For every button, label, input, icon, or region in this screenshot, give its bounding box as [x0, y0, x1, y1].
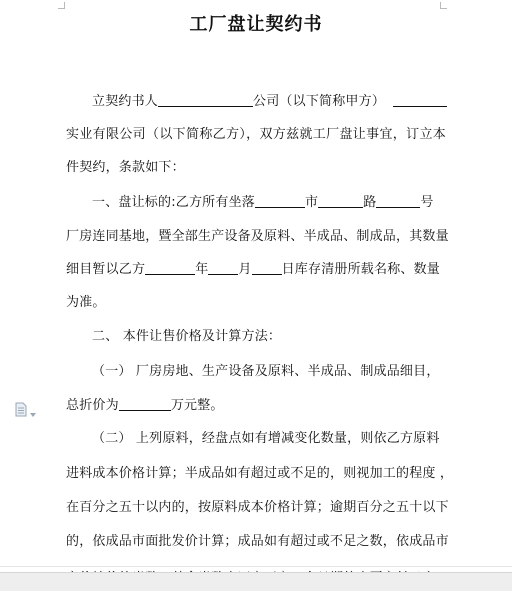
- text-run: 市: [304, 195, 319, 210]
- text-run: （二） 上列原料，经盘点如有增减变化数量，则依乙方原料: [92, 431, 440, 446]
- paragraph-line: [66, 428, 446, 450]
- text-run: 细目暂以乙方: [66, 262, 146, 277]
- paragraph-line: 为准。: [66, 295, 106, 310]
- text-run: 年: [195, 262, 209, 277]
- paragraph-line: [66, 361, 446, 383]
- text-run: 立契约书人: [92, 94, 159, 109]
- document-title: 工厂盘让契约书: [189, 14, 323, 35]
- paragraph-line: 的，依成品市面批发价计算；成品如有超过或不足之数，依成品市: [66, 534, 449, 549]
- text-run: 二、 本件让售价格及计算方法：: [92, 329, 282, 344]
- blank-field: [376, 193, 420, 208]
- paragraph-line: 件契约，条款如下：: [66, 160, 185, 175]
- text-run: 总折价为: [66, 398, 119, 413]
- paragraph-line: 实业有限公司（以下简称乙方），双方兹就工厂盘让事宜，订立本: [66, 127, 446, 142]
- text-run: 日库存清册所载名称、数量: [281, 262, 441, 277]
- text-run: 月: [238, 262, 252, 277]
- blank-field: [252, 260, 282, 275]
- document-outline-toggle[interactable]: [15, 402, 45, 420]
- paragraph-line: [66, 91, 446, 113]
- paragraph-line: [66, 259, 446, 281]
- text-run: 路: [363, 195, 377, 210]
- blank-field: [208, 260, 238, 275]
- blank-field: [145, 260, 195, 275]
- page-corner-mark: [58, 2, 65, 9]
- paragraph-line: [66, 192, 446, 214]
- paragraph-line: 进料成本价格计算；半成品如有超过或不足的，则视加工的程度 ，: [66, 466, 454, 481]
- blank-field: [119, 396, 171, 411]
- text-run: 号: [420, 195, 434, 210]
- text-run: 一、盘让标的:乙方所有坐落: [92, 195, 255, 210]
- page-divider: [0, 566, 512, 567]
- blank-field: [255, 193, 305, 208]
- page-corner-mark: [440, 2, 447, 9]
- blank-field: [158, 92, 253, 107]
- paragraph-line: 在百分之五十以内的，按原料成本价格计算；逾期百分之五十以下: [66, 500, 449, 515]
- blank-field: [318, 193, 363, 208]
- text-run: 万元整。: [170, 398, 224, 413]
- paragraph-line: [66, 395, 446, 417]
- paragraph-line: 厂房连同基地，暨全部生产设备及原料、半成品、制成品，其数量: [66, 229, 449, 244]
- chevron-down-icon: [30, 402, 36, 421]
- horizontal-scrollbar[interactable]: [0, 572, 512, 591]
- section-heading: [66, 326, 446, 348]
- blank-field: [393, 92, 447, 107]
- text-run: 公司（以下简称甲方）: [253, 94, 386, 109]
- text-run: （一） 厂房房地、生产设备及原料、半成品、制成品细目，: [92, 364, 440, 379]
- document-icon: [15, 402, 27, 421]
